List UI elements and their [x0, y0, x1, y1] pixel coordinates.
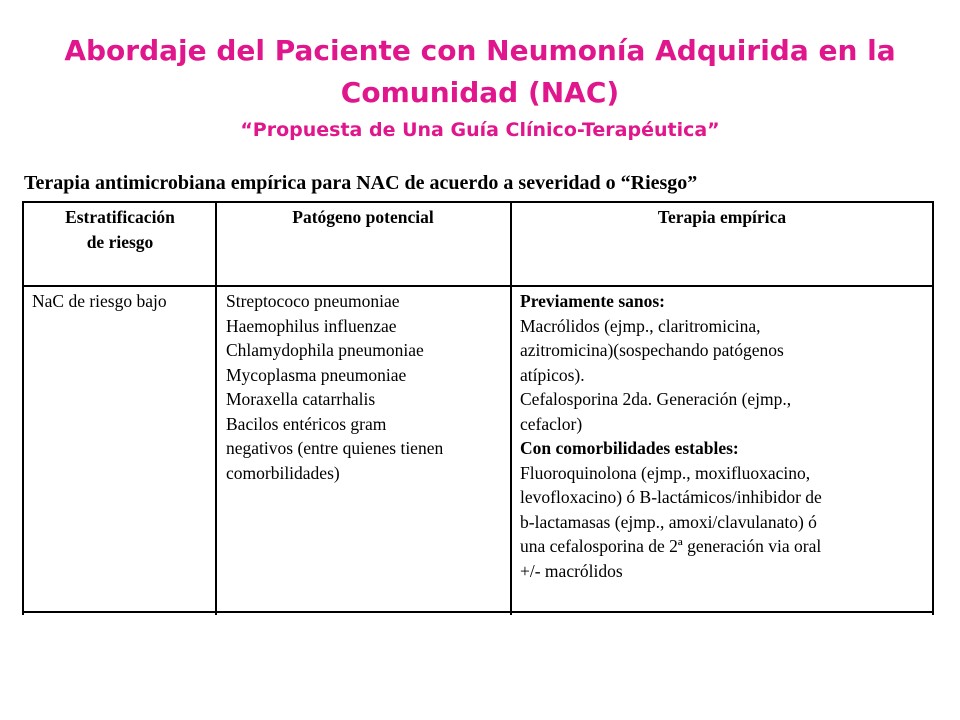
list-item: b-lactamasas (ejmp., amoxi/clavulanato) ó — [520, 511, 817, 532]
table-divider-2 — [510, 203, 512, 615]
table-bottom-line — [22, 611, 934, 613]
cell-risk-low: NaC de riesgo bajo — [32, 291, 167, 311]
list-item: Cefalosporina 2da. Generación (ejmp., — [520, 389, 792, 409]
therapy-table — [22, 201, 934, 615]
header-potential-pathogen: Patógeno potencial — [292, 207, 434, 227]
list-item: Macrólidos (ejmp., claritromicina, — [520, 315, 761, 336]
therapy-section-heading: Con comorbilidades estables: — [520, 438, 739, 458]
page-title-line-2: Comunidad (NAC) — [340, 76, 620, 109]
list-item: azitromicina)(sospechando patógenos — [520, 340, 784, 360]
table-border-right — [932, 203, 934, 615]
list-item: Chlamydophila pneumoniae — [226, 340, 424, 360]
header-risk-stratification: Estratificación de riesgo — [65, 207, 175, 252]
list-item: +/- macrólidos — [520, 560, 623, 581]
table-header-divider — [22, 285, 934, 287]
therapy-section-heading: Previamente sanos: — [520, 291, 665, 311]
list-item: Fluoroquinolona (ejmp., moxifluoxacino, — [520, 462, 811, 483]
list-item: una cefalosporina de 2ª generación via oral — [520, 536, 822, 556]
table-divider-1 — [215, 203, 217, 615]
cell-pathogens — [226, 289, 443, 485]
header-empiric-therapy: Terapia empírica — [657, 207, 787, 227]
list-item: levofloxacino) ó B-lactámicos/inhibidor de — [520, 487, 822, 507]
cell-therapy — [520, 289, 822, 583]
list-item: negativos (entre quienes tienen — [226, 438, 444, 458]
page-subtitle: “Propuesta de Una Guía Clínico-Terapéutica” — [240, 119, 720, 141]
page-title — [40, 30, 920, 114]
list-item: Mycoplasma pneumoniae — [226, 364, 407, 385]
list-item: atípicos). — [520, 364, 585, 385]
list-item: Bacilos entéricos gram — [226, 413, 387, 434]
table-border-left — [22, 203, 24, 615]
list-item: Haemophilus influenzae — [226, 315, 397, 336]
list-item: Moraxella catarrhalis — [226, 389, 376, 409]
page-title-line-1: Abordaje del Paciente con Neumonía Adquirida en la — [64, 34, 896, 67]
table-heading: Terapia antimicrobiana empírica para NAC de acuerdo a severidad o “Riesgo” — [24, 172, 698, 194]
list-item: Streptococo pneumoniae — [226, 291, 400, 311]
list-item: comorbilidades) — [226, 462, 340, 483]
list-item: cefaclor) — [520, 413, 583, 434]
